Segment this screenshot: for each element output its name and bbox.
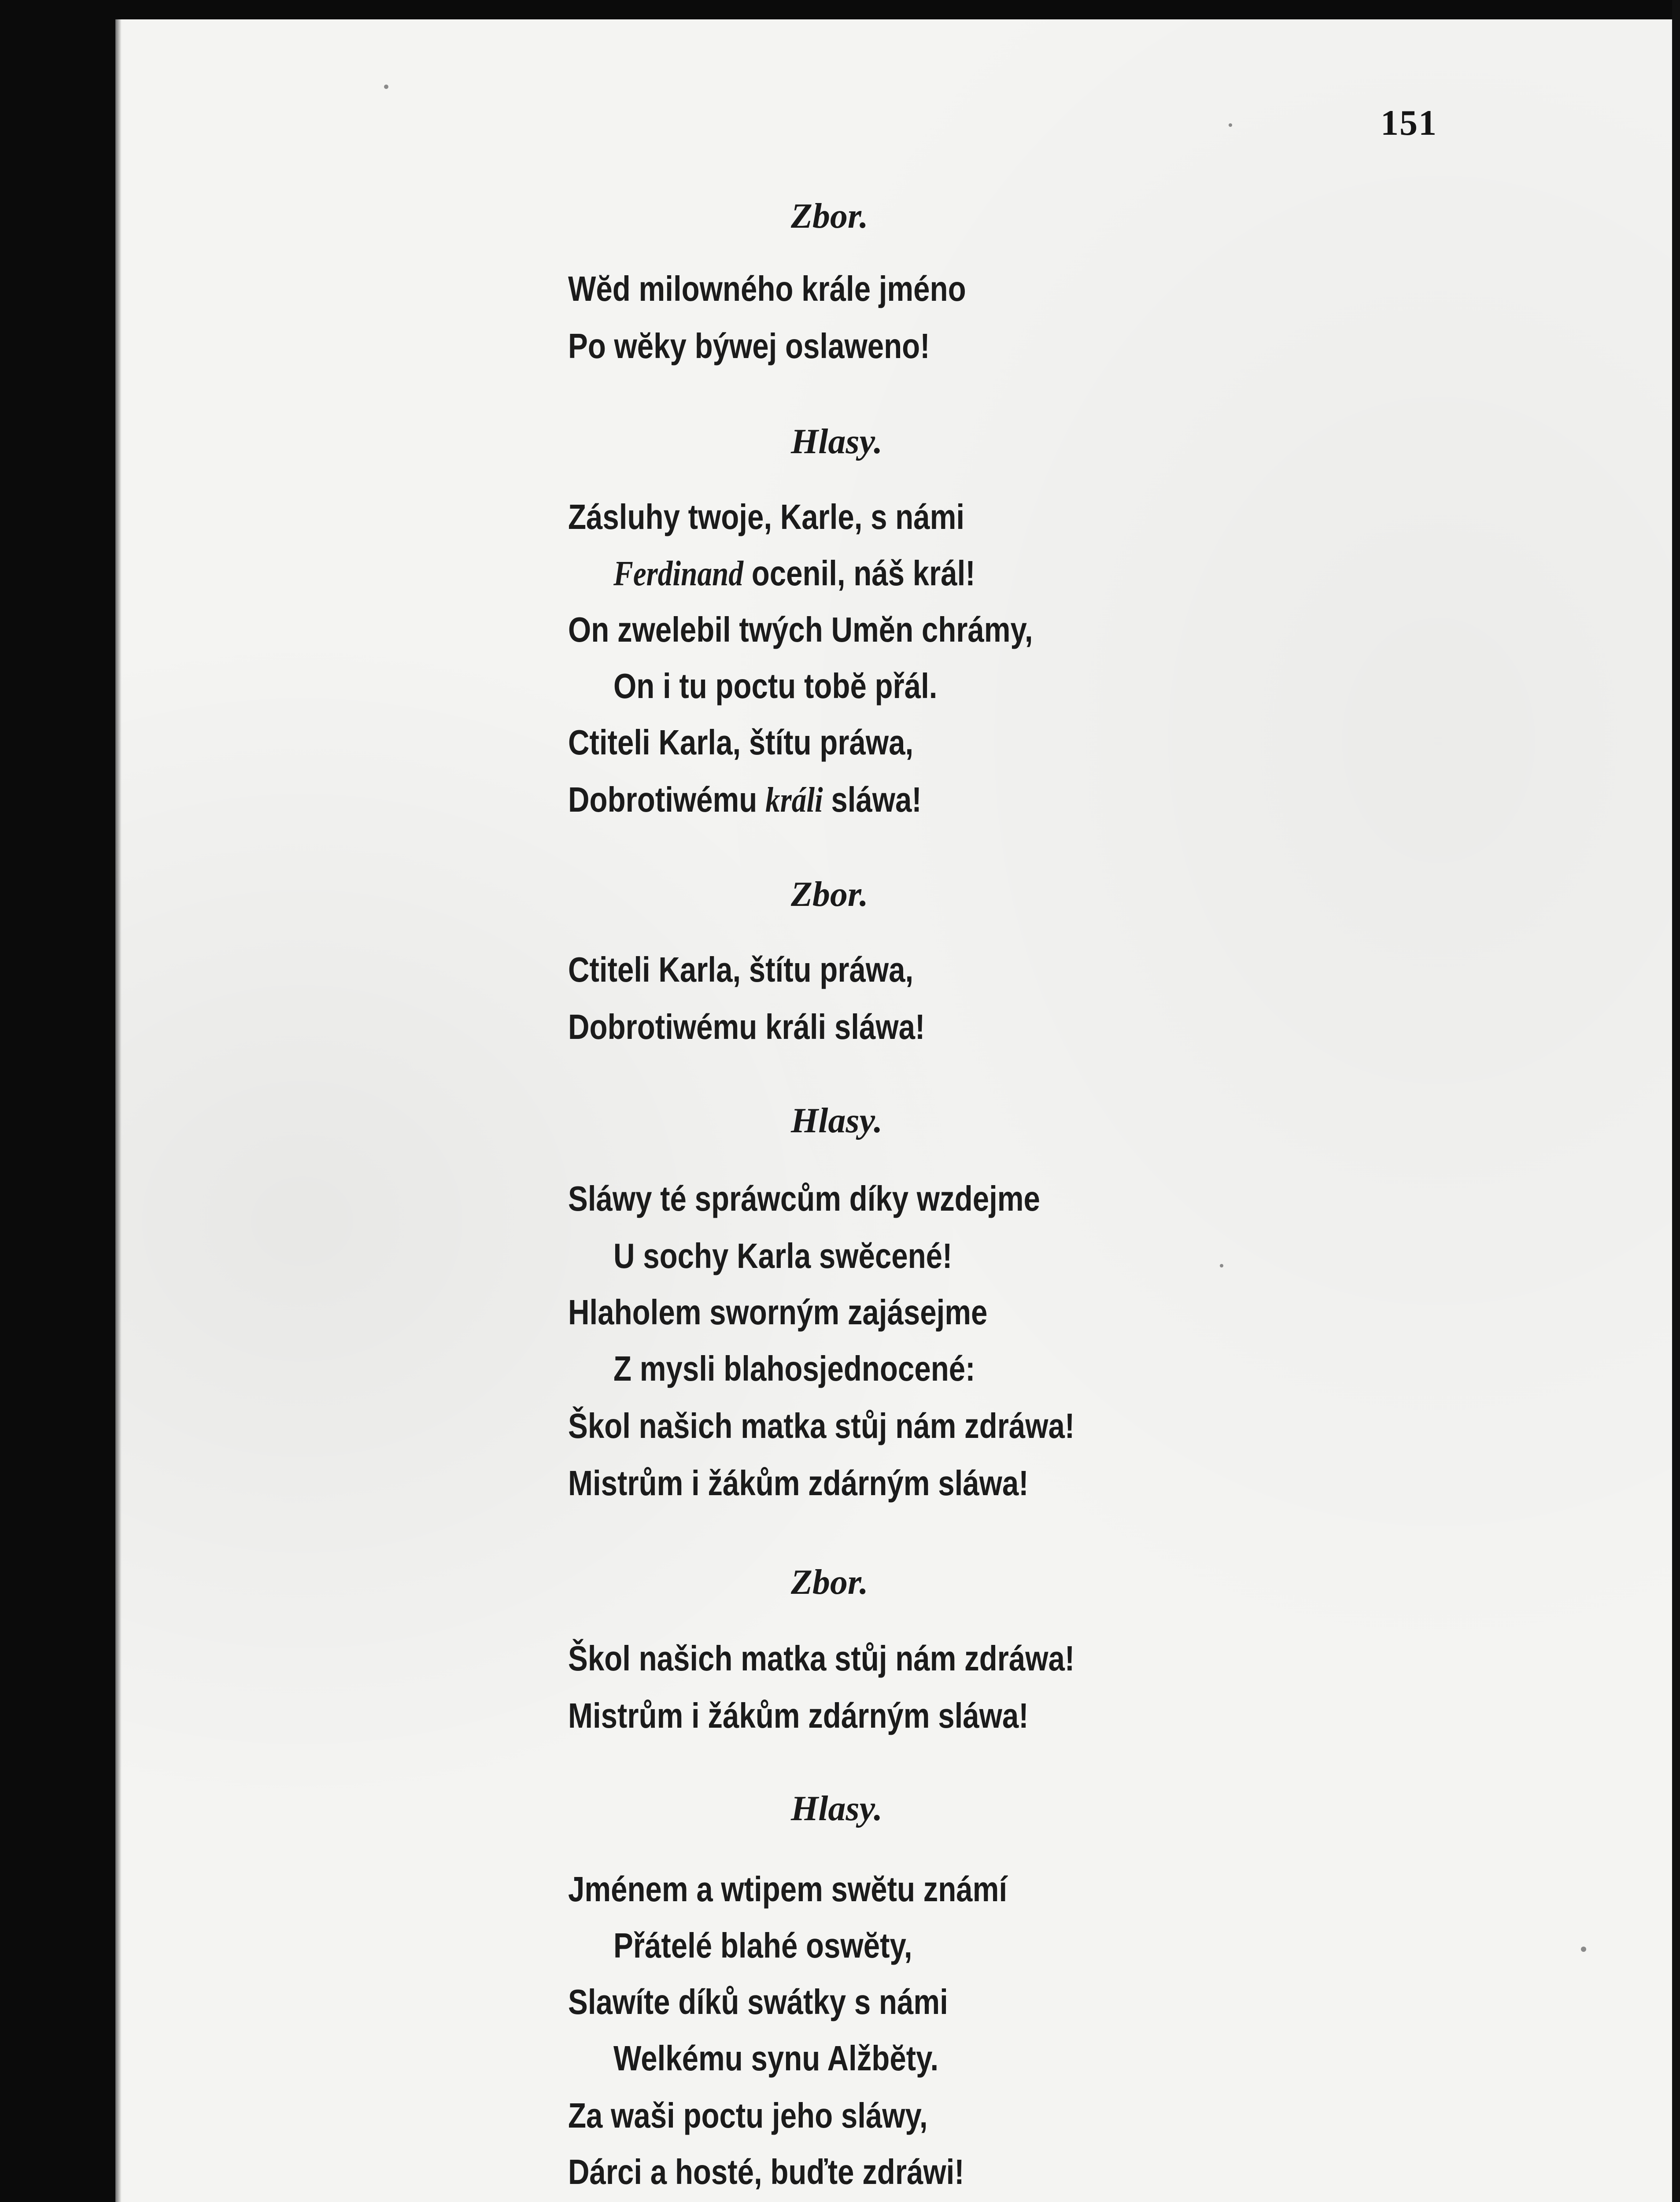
verse-line: Welkému synu Alžbĕty. — [613, 2039, 939, 2078]
stanza-heading: Zbor. — [791, 1563, 868, 1602]
stanza-heading: Hlasy. — [791, 1101, 883, 1140]
verse-line: Jménem a wtipem swĕtu známí — [568, 1869, 1008, 1909]
verse-line: Dobrotiwému králi sláwa! — [568, 1007, 925, 1046]
page-number: 151 — [1381, 103, 1437, 143]
verse-line — [568, 780, 922, 820]
verse-line: Mistrům i žákům zdárným sláwa! — [568, 1696, 1029, 1735]
verse-line: Dárci a hosté, buďte zdráwi! — [568, 2152, 964, 2191]
verse-line — [613, 553, 975, 594]
verse-line: Mistrům i žákům zdárným sláwa! — [568, 1463, 1029, 1503]
scan-speck — [384, 85, 388, 89]
stanza-heading: Zbor. — [791, 197, 868, 236]
scan-border-top — [0, 0, 1680, 19]
verse-line: On i tu poctu tobĕ přál. — [613, 666, 938, 706]
verse-line: Přátelé blahé oswĕty, — [613, 1926, 912, 1965]
stanza-heading: Zbor. — [791, 875, 868, 914]
verse-line: Ctiteli Karla, štítu práwa, — [568, 723, 914, 762]
scan-speck — [1581, 1947, 1586, 1952]
verse-line: Wĕd milowného krále jméno — [568, 269, 966, 308]
verse-line: Po wĕky býwej oslaweno! — [568, 326, 930, 366]
stanza-heading: Hlasy. — [791, 1789, 883, 1828]
verse-line: Škol našich matka stůj nám zdráwa! — [568, 1406, 1075, 1445]
verse-line: U sochy Karla swĕcené! — [613, 1236, 953, 1275]
verse-line: Ctiteli Karla, štítu práwa, — [568, 950, 914, 989]
verse-line: Zásluhy twoje, Karle, s námi — [568, 497, 965, 536]
scan-border-left — [0, 0, 115, 2202]
verse-line: On zwelebil twých Umĕn chrámy, — [568, 610, 1033, 649]
verse-text: ocenil, náš král! — [743, 554, 975, 593]
verse-text: Dobrotiwému — [568, 780, 765, 819]
scan-border-right — [1672, 0, 1680, 2202]
verse-emphasis: králi — [765, 781, 823, 820]
verse-line: Sláwy té spráwcům díky wzdejme — [568, 1179, 1040, 1218]
stanza-heading: Hlasy. — [791, 422, 883, 461]
verse-line: Slawíte díků swátky s námi — [568, 1982, 948, 2021]
scan-speck — [1220, 1264, 1223, 1267]
verse-line: Za waši poctu jeho sláwy, — [568, 2096, 928, 2135]
verse-line: Z mysli blahosjednocené: — [613, 1349, 975, 1388]
gutter-shadow — [115, 19, 122, 2202]
scan-speck — [1229, 123, 1232, 127]
verse-line: Škol našich matka stůj nám zdráwa! — [568, 1639, 1075, 1678]
verse-line: Hlaholem sworným zajásejme — [568, 1293, 988, 1332]
verse-emphasis: Ferdinand — [613, 554, 744, 593]
verse-text: sláwa! — [823, 780, 922, 819]
